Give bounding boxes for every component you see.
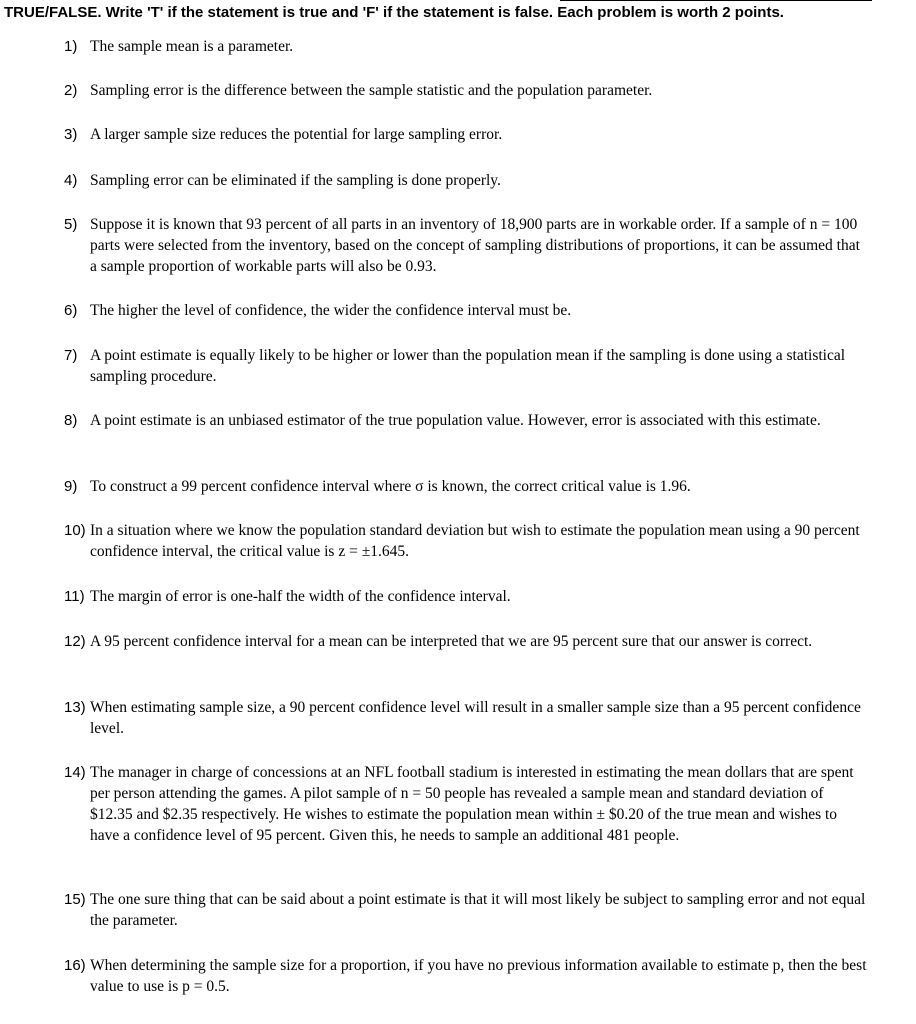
question-text: The higher the level of confidence, the wider the confidence interval must be. [90,302,572,319]
question-number: 5) [64,216,78,233]
question-text: A point estimate is an unbiased estimator of the true population value. However, error is associated with this estimate. [90,412,821,429]
question-number: 13) [64,699,86,716]
question-number: 12) [64,633,86,650]
question-text: When estimating sample size, a 90 percent confidence level will result in a smaller sample size than a 95 percent confidence level. [90,699,861,737]
question-text: To construct a 99 percent confidence interval where σ is known, the correct critical value is 1.96. [90,478,691,495]
question-number: 11) [64,588,85,605]
question-number: 3) [64,126,78,143]
question-text: When determining the sample size for a proportion, if you have no previous information available to estimate p, then the best value to use is p = 0.5. [90,957,867,995]
top-rule [560,0,872,1]
question-text: A larger sample size reduces the potential for large sampling error. [90,126,503,143]
question-number: 10) [64,522,86,539]
question-number: 16) [64,957,86,974]
question-number: 15) [64,891,86,908]
question-number: 9) [64,478,78,495]
question-number: 4) [64,172,78,189]
question-text: Sampling error can be eliminated if the sampling is done properly. [90,172,501,189]
question-number: 1) [64,38,78,55]
question-text: Suppose it is known that 93 percent of all parts in an inventory of 18,900 parts are in workable order. If a sample of n = 100 parts were selected from the inventory, based on the concept of sampling distributions of proportions, it can be assumed that a sample proportion of workable parts will also be 0.93. [90,216,860,275]
question-text: A 95 percent confidence interval for a mean can be interpreted that we are 95 percent sure that our answer is correct. [90,633,813,650]
question-text: The margin of error is one-half the width of the confidence interval. [90,588,511,605]
question-text: A point estimate is equally likely to be higher or lower than the population mean if the sampling is done using a statistical sampling procedure. [90,347,846,385]
question-number: 8) [64,412,78,429]
question-text: The one sure thing that can be said about a point estimate is that it will most likely be subject to sampling error and not equal the parameter. [90,891,866,929]
question-text: The sample mean is a parameter. [90,38,294,55]
instructions-header: TRUE/FALSE. Write 'T' if the statement is true and 'F' if the statement is false. Each problem is worth 2 points. [4,4,784,21]
question-number: 7) [64,347,78,364]
question-number: 2) [64,82,78,99]
question-text: In a situation where we know the population standard deviation but wish to estimate the population mean using a 90 percent confidence interval, the critical value is z = ±1.645. [90,522,860,560]
question-text: The manager in charge of concessions at an NFL football stadium is interested in estimating the mean dollars that are spent per person attending the games. A pilot sample of n = 50 people has revealed a sample mean and standard deviation of $12.35 and $2.35 respectively. He wishes to estimate the population mean within ± $0.20 of the true mean and wishes to have a confidence level of 95 percent. Given this, he needs to sample an additional 481 people. [90,764,854,844]
question-number: 14) [64,764,86,781]
question-text: Sampling error is the difference between the sample statistic and the population parameter. [90,82,653,99]
question-number: 6) [64,302,78,319]
